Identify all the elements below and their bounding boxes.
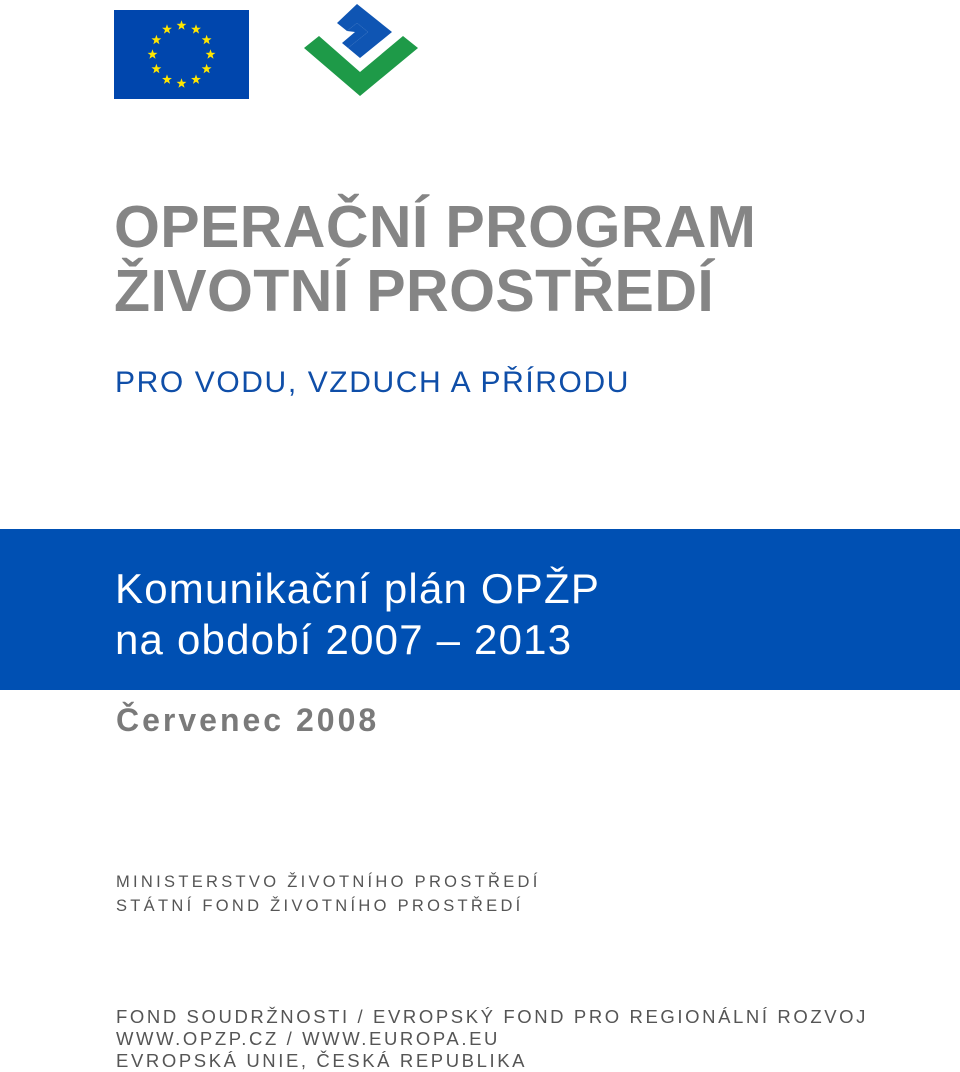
publication-date: Červenec 2008 [116, 702, 380, 738]
footer-websites: WWW.OPZP.CZ / WWW.EUROPA.EU [116, 1028, 501, 1049]
footer-funds: FOND SOUDRŽNOSTI / EVROPSKÝ FOND PRO REGIONÁLNÍ ROZVOJ [116, 1006, 868, 1027]
document-title-line-1: OPERAČNÍ PROGRAM [114, 194, 757, 260]
opzp-logo-icon [300, 2, 422, 98]
logo-blue-mark [337, 4, 392, 58]
band-heading-line-1: Komunikační plán OPŽP [115, 565, 601, 612]
footer-union: EVROPSKÁ UNIE, ČESKÁ REPUBLIKA [116, 1050, 528, 1071]
eu-flag-icon [114, 10, 249, 99]
document-subtitle: PRO VODU, VZDUCH A PŘÍRODU [115, 366, 630, 399]
band-heading-line-2: na období 2007 – 2013 [115, 616, 573, 663]
state-fund-name: STÁTNÍ FOND ŽIVOTNÍHO PROSTŘEDÍ [116, 897, 524, 915]
ministry-name: MINISTERSTVO ŽIVOTNÍHO PROSTŘEDÍ [116, 873, 541, 891]
document-title-line-2: ŽIVOTNÍ PROSTŘEDÍ [114, 258, 715, 324]
